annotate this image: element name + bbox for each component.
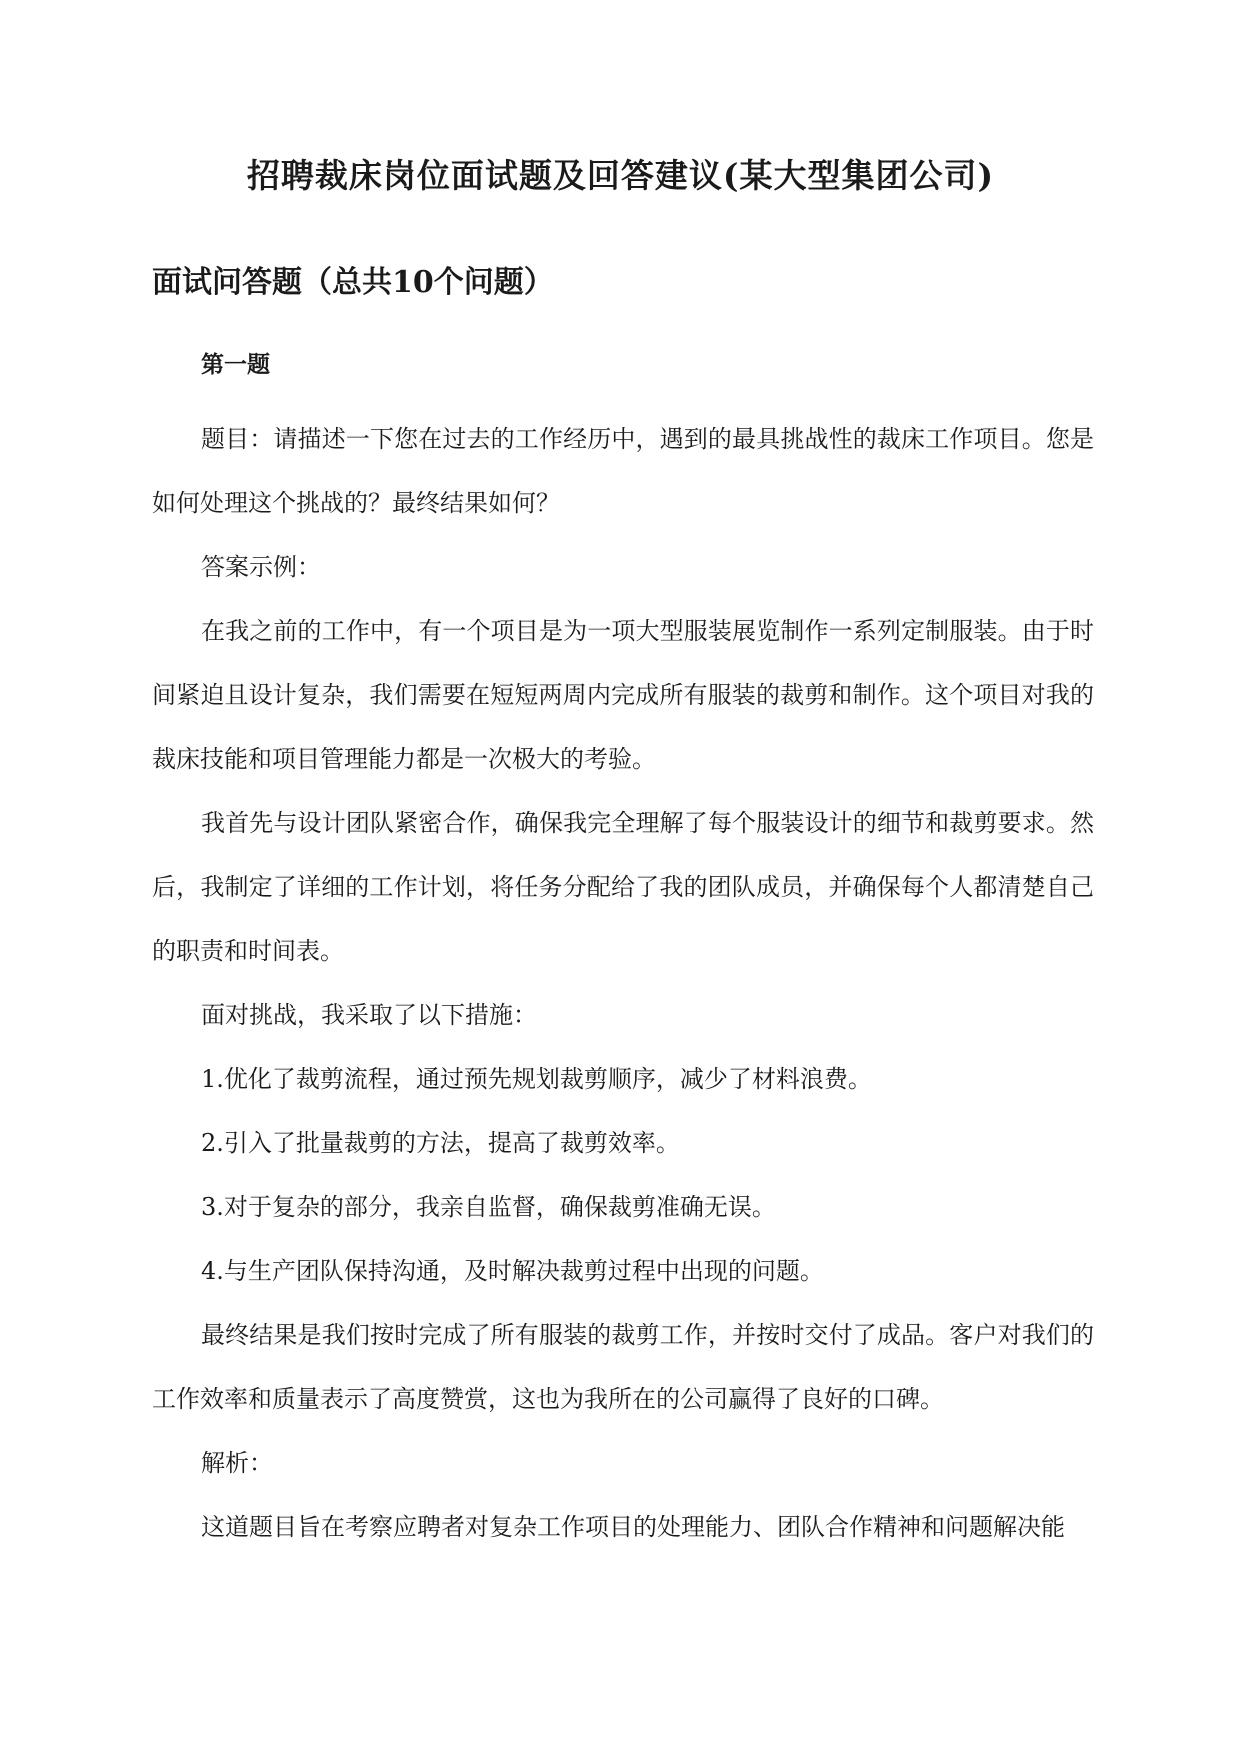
- answer-paragraph: 在我之前的工作中，有一个项目是为一项大型服装展览制作一系列定制服装。由于时间紧迫且设计复杂，我们需要在短短两周内完成所有服装的裁剪和制作。这个项目对我的裁床技能和项目管理能力都是一次极大的考验。: [152, 617, 1094, 773]
- measure-item: 4.与生产团队保持沟通，及时解决裁剪过程中出现的问题。: [201, 1257, 824, 1285]
- answer-example-label: 答案示例：: [201, 553, 321, 581]
- measures-intro: 面对挑战，我采取了以下措施：: [201, 1001, 537, 1029]
- analysis-paragraph: 这道题目旨在考察应聘者对复杂工作项目的处理能力、团队合作精神和问题解决能: [201, 1513, 1065, 1541]
- analysis-label: 解析：: [201, 1449, 273, 1477]
- question-block: [152, 345, 1094, 1559]
- measure-item: 1.优化了裁剪流程，通过预先规划裁剪顺序，减少了材料浪费。: [201, 1065, 872, 1093]
- document-title: 招聘裁床岗位面试题及回答建议(某大型集团公司): [246, 156, 995, 195]
- question-prompt: 题目：请描述一下您在过去的工作经历中，遇到的最具挑战性的裁床工作项目。您是如何处理这个挑战的？最终结果如何？: [152, 425, 1094, 517]
- measure-item: 2.引入了批量裁剪的方法，提高了裁剪效率。: [201, 1129, 680, 1157]
- answer-paragraph: 我首先与设计团队紧密合作，确保我完全理解了每个服装设计的细节和裁剪要求。然后，我制定了详细的工作计划，将任务分配给了我的团队成员，并确保每个人都清楚自己的职责和时间表。: [152, 809, 1094, 965]
- answer-result: 最终结果是我们按时完成了所有服装的裁剪工作，并按时交付了成品。客户对我们的工作效率和质量表示了高度赞赏，这也为我所在的公司赢得了良好的口碑。: [152, 1321, 1094, 1413]
- measure-item: 3.对于复杂的部分，我亲自监督，确保裁剪准确无误。: [201, 1193, 776, 1221]
- question-heading: 第一题: [201, 351, 270, 378]
- section-title: 面试问答题（总共10个问题）: [152, 265, 554, 300]
